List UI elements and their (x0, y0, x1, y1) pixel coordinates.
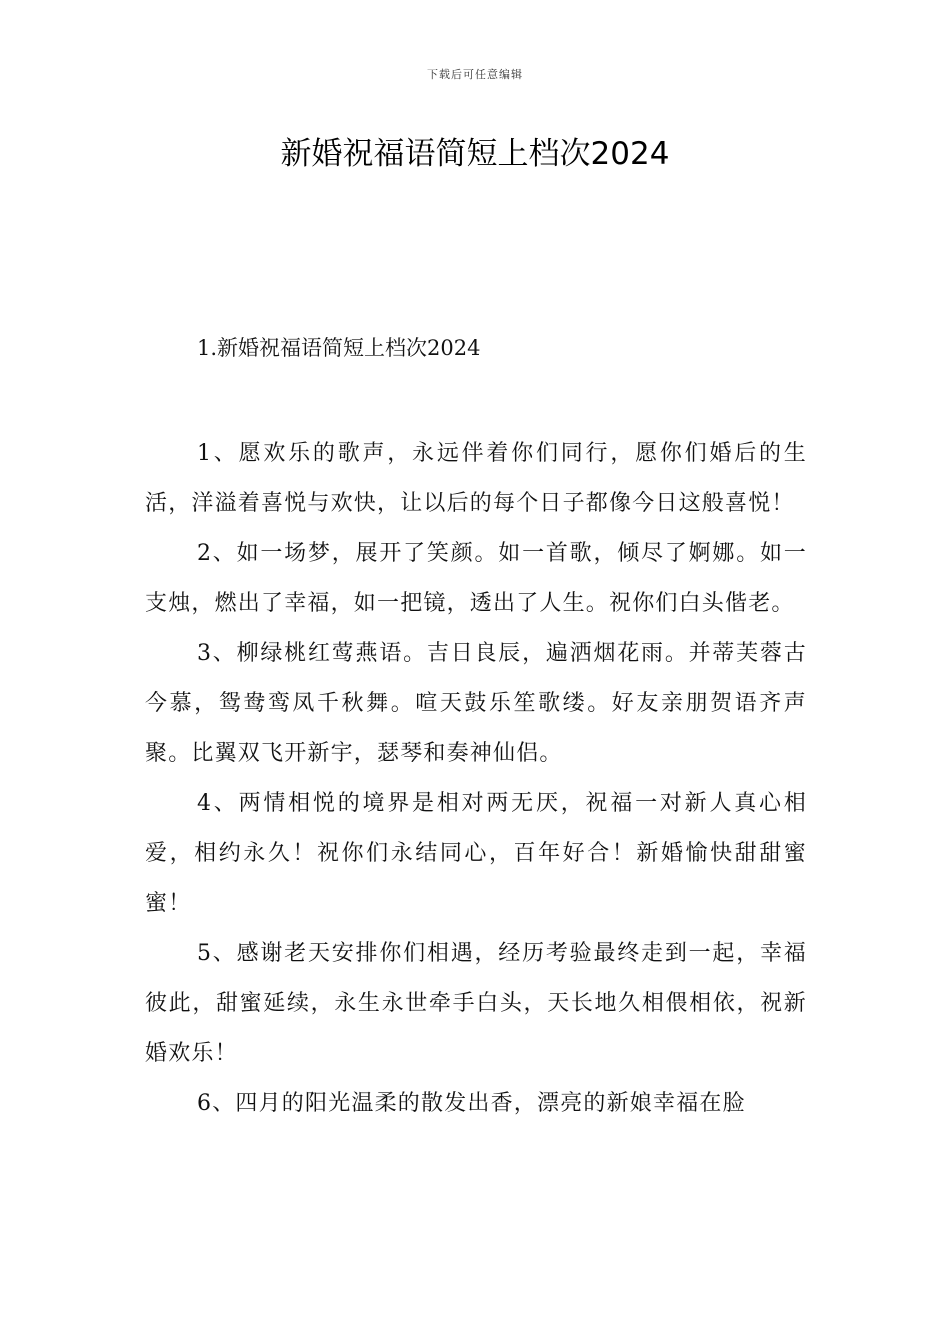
paragraph-5: 5、感谢老天安排你们相遇，经历考验最终走到一起，幸福彼此，甜蜜延续，永生永世牵手白头，天长地久相偎相依，祝新婚欢乐！ (145, 941, 807, 1066)
paragraph-1: 1、愿欢乐的歌声，永远伴着你们同行，愿你们婚后的生活，洋溢着喜悦与欢快，让以后的每个日子都像今日这般喜悦！ (145, 441, 807, 516)
header-note: 下载后可任意编辑 (427, 68, 523, 81)
paragraph-2: 2、如一场梦，展开了笑颜。如一首歌，倾尽了婀娜。如一支烛，燃出了幸福，如一把镜，透出了人生。祝你们白头偕老。 (145, 541, 807, 616)
section-heading: 1.新婚祝福语简短上档次2024 (197, 336, 481, 360)
document-title: 新婚祝福语简短上档次2024 (280, 136, 670, 172)
paragraph-4: 4、两情相悦的境界是相对两无厌，祝福一对新人真心相爱，相约永久！祝你们永结同心，百年好合！新婚愉快甜甜蜜蜜！ (145, 791, 807, 916)
paragraph-6: 6、四月的阳光温柔的散发出香，漂亮的新娘幸福在脸 (197, 1091, 746, 1116)
paragraph-3: 3、柳绿桃红莺燕语。吉日良辰，遍洒烟花雨。并蒂芙蓉古今慕，鸳鸯鸾凤千秋舞。喧天鼓乐笙歌缕。好友亲朋贺语齐声聚。比翼双飞开新宇，瑟琴和奏神仙侣。 (145, 641, 807, 766)
document-body (145, 330, 807, 1129)
